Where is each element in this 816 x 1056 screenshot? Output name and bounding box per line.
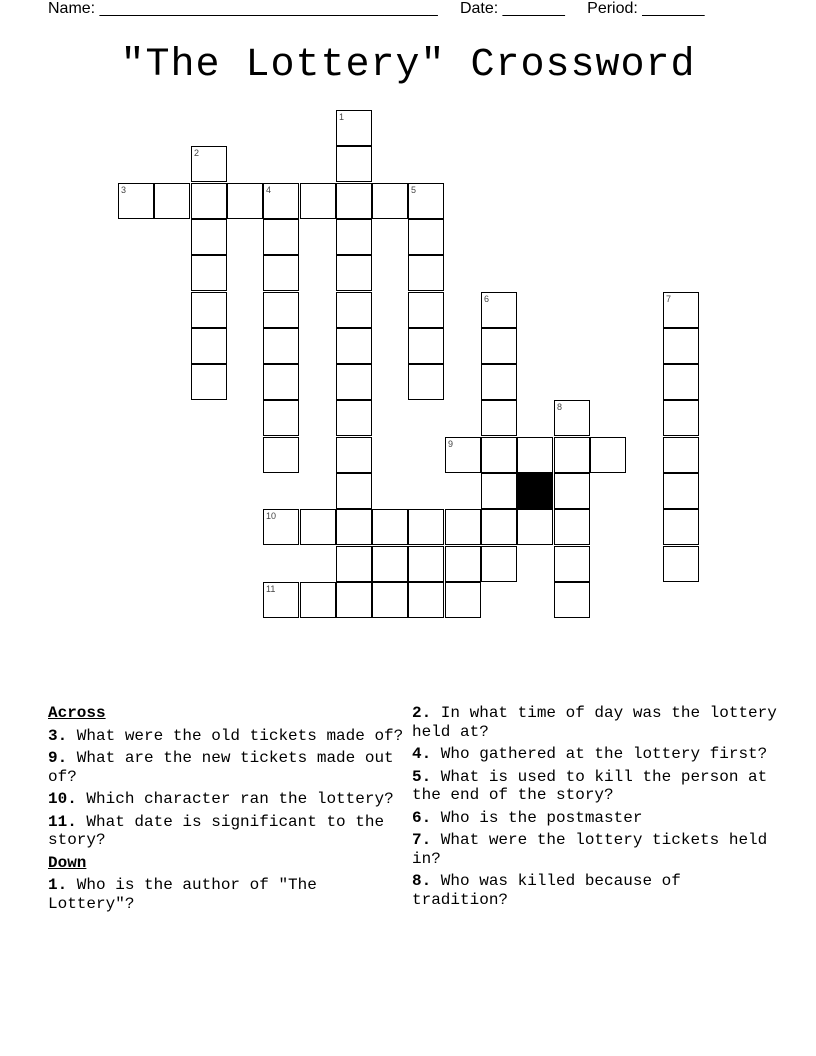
grid-cell[interactable]: [336, 146, 372, 182]
clue-text: Who was killed because of tradition?: [412, 872, 681, 909]
grid-cell[interactable]: [372, 183, 408, 219]
down-clue-2: [412, 704, 782, 741]
grid-cell[interactable]: [191, 255, 227, 291]
grid-cell[interactable]: [408, 255, 444, 291]
clue-number-label: 2: [194, 148, 200, 158]
clue-number-label: 1: [339, 112, 345, 122]
clue-text: What were the lottery tickets held in?: [412, 831, 768, 868]
grid-cell[interactable]: [663, 292, 699, 328]
grid-cell[interactable]: [300, 183, 336, 219]
clue-number-label: 11: [266, 584, 276, 594]
grid-cell[interactable]: [445, 437, 481, 473]
grid-cell[interactable]: [408, 364, 444, 400]
grid-cell[interactable]: [300, 509, 336, 545]
clue-number-label: 10: [266, 511, 277, 521]
clue-number-label: 7: [666, 294, 672, 304]
grid-cell[interactable]: [336, 582, 372, 618]
grid-cell[interactable]: [263, 509, 299, 545]
grid-cell[interactable]: [481, 437, 517, 473]
grid-cell[interactable]: [481, 400, 517, 436]
grid-cell[interactable]: [408, 328, 444, 364]
clue-number: 4.: [412, 745, 432, 763]
grid-cell[interactable]: [227, 183, 263, 219]
grid-cell[interactable]: [663, 509, 699, 545]
grid-cell[interactable]: [336, 400, 372, 436]
grid-cell[interactable]: [663, 364, 699, 400]
grid-cell[interactable]: [263, 364, 299, 400]
grid-cell[interactable]: [408, 292, 444, 328]
clue-number-label: 5: [411, 185, 417, 195]
across-clue-9: [48, 749, 408, 786]
grid-cell[interactable]: [517, 509, 553, 545]
clue-text: What is used to kill the person at the end of the story?: [412, 767, 768, 804]
clue-number: 9.: [48, 749, 68, 767]
grid-cell[interactable]: [263, 582, 299, 618]
down-clue-7: [412, 831, 782, 868]
grid-cell[interactable]: [517, 437, 553, 473]
across-clue-11: [48, 813, 408, 850]
grid-cell[interactable]: [372, 582, 408, 618]
clue-text: Who is the author of "The Lottery"?: [48, 876, 317, 913]
grid-cell[interactable]: [336, 364, 372, 400]
grid-cell[interactable]: [191, 328, 227, 364]
clue-number-label: 4: [266, 185, 272, 195]
grid-cell[interactable]: [481, 473, 517, 509]
clue-number: 8.: [412, 872, 432, 890]
clue-number: 11.: [48, 812, 77, 831]
down-clue-6: [412, 809, 782, 828]
grid-cell[interactable]: [191, 146, 227, 182]
clues-column-right: [412, 704, 782, 913]
grid-cell[interactable]: [554, 546, 590, 582]
clue-number: 7.: [412, 831, 432, 849]
grid-cell[interactable]: [554, 582, 590, 618]
grid-cell[interactable]: [263, 255, 299, 291]
down-heading: Down: [48, 853, 87, 872]
clue-number-label: 8: [557, 402, 563, 412]
down-clue-1: [48, 876, 408, 913]
grid-cell[interactable]: [372, 509, 408, 545]
down-clue-4: [412, 745, 782, 764]
grid-cell[interactable]: [336, 183, 372, 219]
clue-number-label: 6: [484, 294, 490, 304]
clue-number: 2.: [412, 704, 432, 722]
grid-cell[interactable]: [191, 219, 227, 255]
clue-text: What were the old tickets made of?: [67, 726, 404, 745]
grid-cell[interactable]: [445, 509, 481, 545]
grid-cell[interactable]: [191, 292, 227, 328]
grid-cell[interactable]: [554, 473, 590, 509]
clue-text: Which character ran the lottery?: [76, 790, 394, 808]
grid-cell[interactable]: [118, 183, 154, 219]
grid-cell[interactable]: [481, 546, 517, 582]
grid-cell[interactable]: [263, 219, 299, 255]
grid-cell[interactable]: [336, 219, 372, 255]
clue-number: 6.: [412, 808, 432, 827]
down-clue-5: [412, 768, 782, 805]
grid-cell[interactable]: [408, 183, 444, 219]
across-heading: Across: [48, 704, 106, 722]
grid-cell[interactable]: [263, 292, 299, 328]
grid-cell[interactable]: [481, 364, 517, 400]
across-clue-3: [48, 727, 408, 746]
name-date-period-line: Name: ______________________________________ Date: _______ Period: _______: [48, 0, 705, 17]
grid-cell[interactable]: [408, 219, 444, 255]
clue-number: 5.: [412, 767, 432, 786]
grid-cell[interactable]: [263, 328, 299, 364]
down-clue-8: [412, 872, 782, 909]
page-title: "The Lottery" Crossword: [120, 43, 696, 88]
grid-cell[interactable]: [300, 582, 336, 618]
across-clue-10: [48, 790, 408, 809]
grid-cell[interactable]: [481, 292, 517, 328]
grid-cell[interactable]: [445, 546, 481, 582]
grid-cell[interactable]: [336, 546, 372, 582]
grid-cell[interactable]: [445, 582, 481, 618]
grid-cell[interactable]: [663, 437, 699, 473]
clue-text: Who is the postmaster: [431, 808, 643, 827]
clue-number: 10.: [48, 790, 77, 808]
clue-text: What are the new tickets made out of?: [48, 749, 394, 786]
grid-cell[interactable]: [372, 546, 408, 582]
grid-cell[interactable]: [663, 546, 699, 582]
grid-cell[interactable]: [336, 328, 372, 364]
grid-cell[interactable]: [336, 473, 372, 509]
grid-cell[interactable]: [554, 437, 590, 473]
grid-cell[interactable]: [336, 437, 372, 473]
grid-cell[interactable]: [554, 400, 590, 436]
grid-cell[interactable]: [263, 183, 299, 219]
clues-column-left: [48, 704, 408, 917]
grid-cell[interactable]: [663, 400, 699, 436]
grid-cell[interactable]: [408, 509, 444, 545]
clue-number-label: 9: [448, 439, 454, 449]
grid-cell[interactable]: [336, 292, 372, 328]
clue-text: Who gathered at the lottery first?: [431, 745, 768, 763]
grid-cell[interactable]: [336, 110, 372, 146]
clue-text: What date is significant to the story?: [48, 812, 385, 849]
clue-number-label: 3: [121, 185, 127, 195]
grid-cell[interactable]: [408, 582, 444, 618]
grid-cell[interactable]: [154, 183, 190, 219]
grid-cell[interactable]: [408, 546, 444, 582]
clue-number: 3.: [48, 726, 68, 745]
grid-cell[interactable]: [191, 183, 227, 219]
grid-block-cell: [517, 473, 553, 509]
grid-cell[interactable]: [590, 437, 626, 473]
grid-cell[interactable]: [663, 328, 699, 364]
grid-cell[interactable]: [336, 509, 372, 545]
grid-cell[interactable]: [663, 473, 699, 509]
clue-text: In what time of day was the lottery held at?: [412, 704, 777, 741]
grid-cell[interactable]: [554, 509, 590, 545]
grid-cell[interactable]: [481, 328, 517, 364]
grid-cell[interactable]: [336, 255, 372, 291]
grid-cell[interactable]: [263, 400, 299, 436]
clue-number: 1.: [48, 876, 68, 894]
grid-cell[interactable]: [481, 509, 517, 545]
grid-cell[interactable]: [263, 437, 299, 473]
grid-cell[interactable]: [191, 364, 227, 400]
